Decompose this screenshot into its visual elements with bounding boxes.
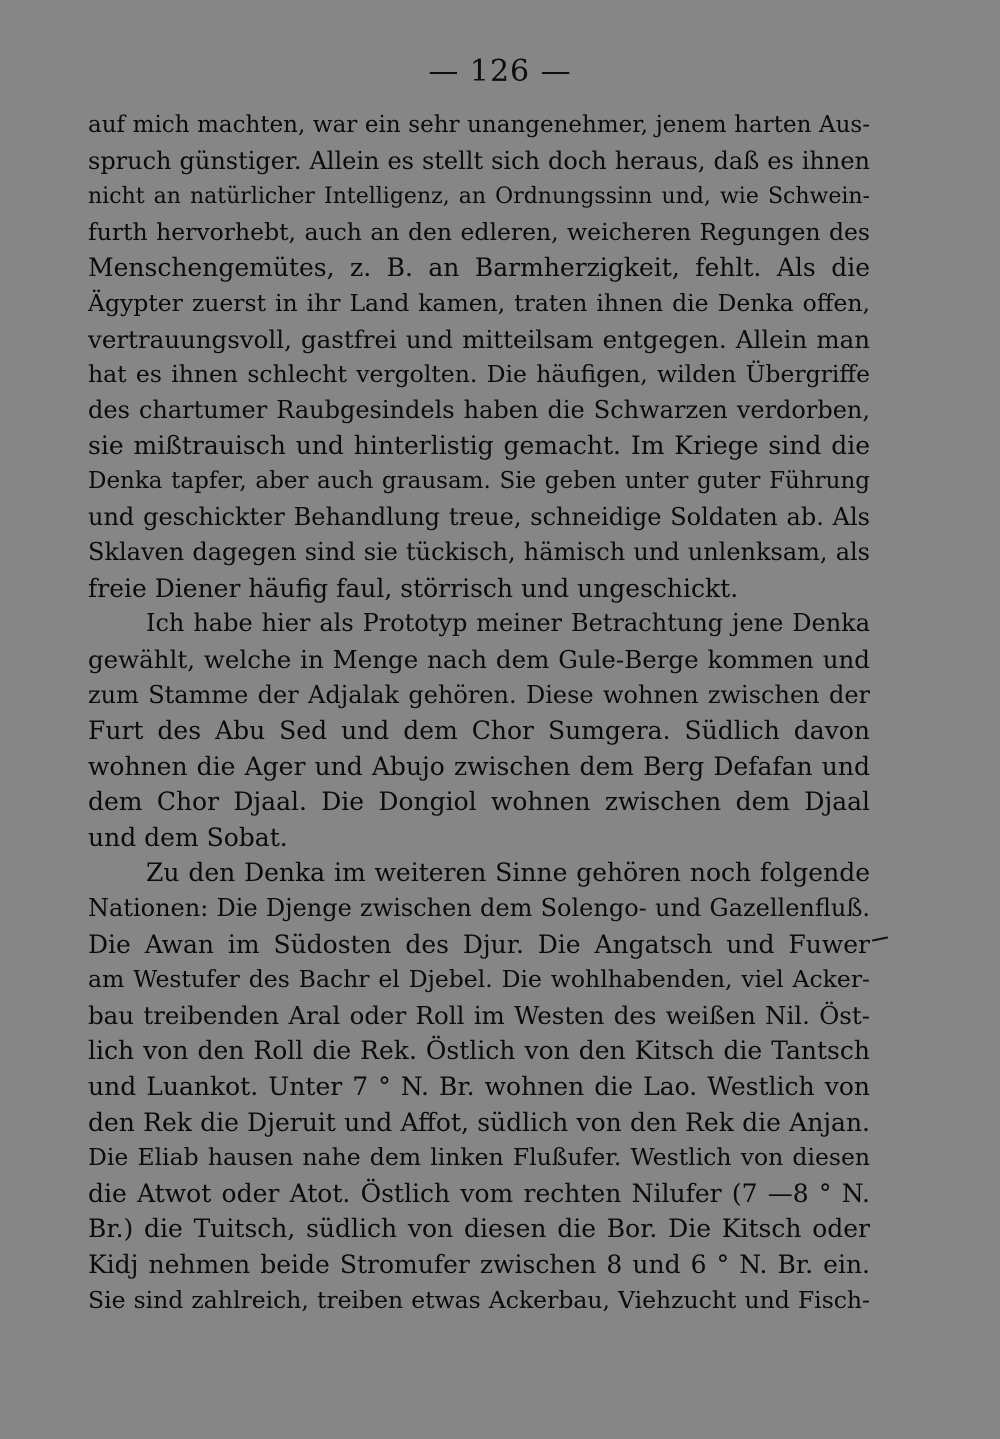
text-line: zum Stamme der Adjalak gehören. Diese wohnen zwischen der — [88, 680, 870, 709]
text-line: Die Awan im Südosten des Djur. Die Angatsch und Fuwer — [88, 929, 870, 959]
text-line: Ägypter zuerst in ihr Land kamen, traten ihnen die Denka offen, — [88, 288, 870, 317]
text-line: spruch günstiger. Allein es stellt sich doch heraus, daß es ihnen — [88, 146, 870, 175]
text-line: Sie sind zahlreich, treiben etwas Ackerbau, Viehzucht und Fisch- — [88, 1285, 870, 1314]
text-line: wohnen die Ager und Abujo zwischen dem Berg Defafan und — [88, 751, 870, 781]
text-line: vertrauungsvoll, gastfrei und mitteilsam entgegen. Allein man — [88, 324, 870, 354]
text-line: den Rek die Djeruit und Affot, südlich von den Rek die Anjan. — [88, 1107, 870, 1137]
text-line: und geschickter Behandlung treue, schneidige Soldaten ab. Als — [88, 502, 870, 531]
text-line: freie Diener häufig faul, störrisch und ungeschickt. — [88, 573, 739, 603]
text-line: Denka tapfer, aber auch grausam. Sie geben unter guter Führung — [88, 467, 870, 494]
text-line: Ich habe hier als Prototyp meiner Betrachtung jene Denka — [146, 609, 870, 638]
text-line: Br.) die Tuitsch, südlich von diesen die Bor. Die Kitsch oder — [88, 1214, 870, 1244]
text-line: Nationen: Die Djenge zwischen dem Solengo- und Gazellenfluß. — [88, 894, 870, 923]
text-line: sie mißtrauisch und hinterlistig gemacht. Im Kriege sind die — [88, 431, 870, 461]
text-line: Zu den Denka im weiteren Sinne gehören noch folgende — [146, 858, 870, 888]
page-number: — 126 — — [428, 54, 572, 89]
stray-mark — [872, 936, 888, 941]
text-line: auf mich machten, war ein sehr unangenehmer, jenem harten Aus- — [88, 112, 870, 138]
text-line: Furt des Abu Sed und dem Chor Sumgera. Südlich davon — [88, 716, 870, 746]
text-line: und Luankot. Unter 7 ° N. Br. wohnen die Lao. Westlich von — [88, 1072, 870, 1102]
text-line: am Westufer des Bachr el Djebel. Die wohlhabenden, viel Acker- — [88, 965, 870, 994]
text-line: nicht an natürlicher Intelligenz, an Ordnungssinn und, wie Schwein- — [88, 184, 870, 210]
text-line: die Atwot oder Atot. Östlich vom rechten Nilufer (7 —8 ° N. — [88, 1178, 870, 1208]
text-line: bau treibenden Aral oder Roll im Westen des weißen Nil. Öst- — [88, 1000, 870, 1030]
text-line: furth hervorhebt, auch an den edleren, weicheren Regungen des — [88, 217, 870, 246]
text-line: Kidj nehmen beide Stromufer zwischen 8 und 6 ° N. Br. ein. — [88, 1250, 870, 1279]
body-text — [88, 108, 870, 1318]
text-line: und dem Sobat. — [88, 822, 288, 852]
text-line: Sklaven dagegen sind sie tückisch, hämisch und unlenksam, als — [88, 538, 870, 567]
text-line: hat es ihnen schlecht vergolten. Die häufigen, wilden Übergriffe — [88, 360, 870, 389]
text-line: Die Eliab hausen nahe dem linken Flußufer. Westlich von diesen — [88, 1143, 870, 1172]
text-line: des chartumer Raubgesindels haben die Schwarzen verdorben, — [88, 395, 870, 424]
text-line: gewählt, welche in Menge nach dem Gule-Berge kommen und — [88, 644, 870, 674]
text-line: dem Chor Djaal. Die Dongiol wohnen zwischen dem Djaal — [88, 787, 870, 817]
text-line: lich von den Roll die Rek. Östlich von den Kitsch die Tantsch — [88, 1036, 870, 1066]
text-line: Menschengemütes, z. B. an Barmherzigkeit, fehlt. Als die — [88, 253, 870, 283]
